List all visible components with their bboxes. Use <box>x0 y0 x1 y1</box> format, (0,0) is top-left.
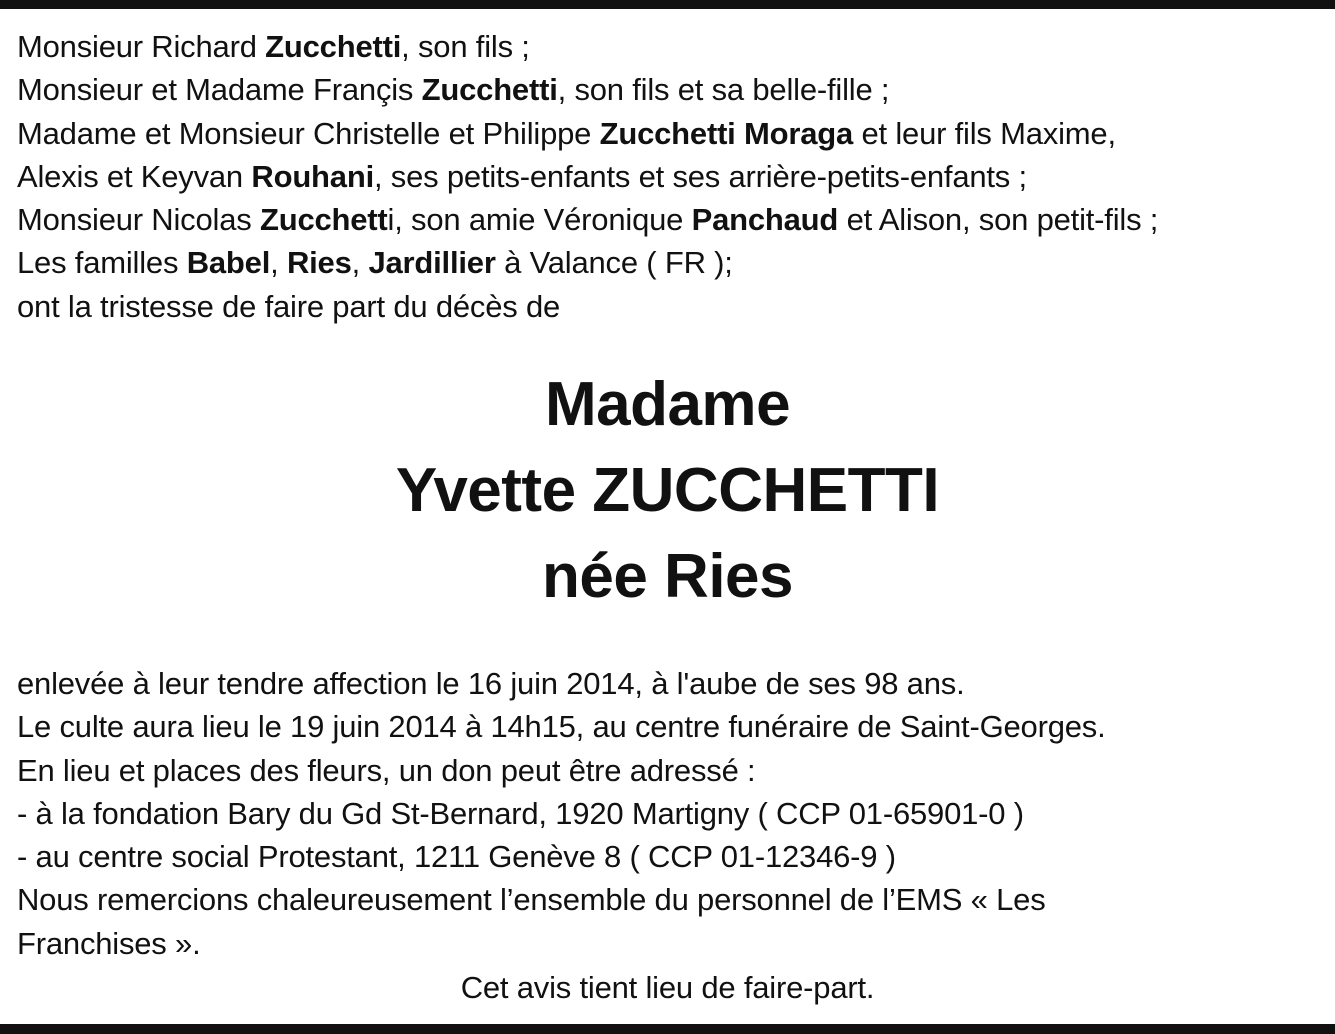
family-text: Monsieur Richard <box>17 29 266 64</box>
family-name-bold: Rouhani <box>251 158 374 194</box>
family-text: Les familles <box>17 245 187 281</box>
family-line <box>17 155 1327 198</box>
deceased-title: Madame <box>544 370 791 439</box>
family-text: , son fils ; <box>401 29 530 64</box>
family-text: , <box>270 245 287 281</box>
family-name-bold: Jardillier <box>368 245 496 281</box>
details-line: - à la fondation Bary du Gd St-Bernard, 1920 Martigny ( CCP 01-65901-0 ) <box>17 795 1024 831</box>
family-line <box>17 198 1327 241</box>
family-text: ont la tristesse de faire part du décès de <box>17 288 561 324</box>
family-name-bold: Zucchett <box>259 202 388 238</box>
family-line <box>17 25 1327 68</box>
family-name-bold: Zucchetti Moraga <box>599 115 854 151</box>
family-text: Madame et Monsieur Christelle et Philippe <box>17 115 600 151</box>
family-line <box>17 112 1327 155</box>
details-line: Franchises ». <box>17 925 201 961</box>
family-line <box>17 241 1327 284</box>
details-line: En lieu et places des fleurs, un don peut être adressé : <box>17 752 756 788</box>
family-text: , <box>351 245 369 281</box>
family-text: Monsieur Nicolas <box>17 202 260 238</box>
bottom-border-rule <box>0 1024 1335 1034</box>
deceased-full-name: Yvette ZUCCHETTI <box>395 456 940 525</box>
family-announcement <box>17 25 1327 328</box>
family-line <box>17 68 1327 111</box>
deceased-maiden-name: née Ries <box>541 542 794 611</box>
family-name-bold: Zucchetti <box>421 72 558 108</box>
funeral-details <box>17 662 1327 965</box>
details-line: Nous remercions chaleureusement l’ensemble du personnel de l’EMS « Les <box>17 882 1046 918</box>
family-name-bold: Ries <box>286 245 352 281</box>
family-name-bold: Zucchetti <box>265 29 402 64</box>
closing-note: Cet avis tient lieu de faire-part. <box>460 970 875 1005</box>
deceased-name-block <box>0 362 1335 620</box>
family-text: et leur fils Maxime, <box>853 115 1116 151</box>
family-text: , ses petits-enfants et ses arrière-petits-enfants ; <box>373 158 1027 194</box>
family-line <box>17 285 1327 328</box>
family-text: i, son amie Véronique <box>387 202 692 238</box>
family-text: à Valance ( FR ); <box>495 245 733 281</box>
family-name-bold: Panchaud <box>691 202 839 238</box>
family-text: Alexis et Keyvan <box>17 158 252 194</box>
top-border-rule <box>0 0 1335 9</box>
family-text: , son fils et sa belle-fille ; <box>557 72 890 108</box>
family-text: et Alison, son petit-fils ; <box>838 202 1159 238</box>
details-line: enlevée à leur tendre affection le 16 juin 2014, à l'aube de ses 98 ans. <box>17 666 965 701</box>
family-name-bold: Babel <box>186 245 271 281</box>
family-text: Monsieur et Madame Françis <box>17 72 422 108</box>
details-line: - au centre social Protestant, 1211 Genève 8 ( CCP 01-12346-9 ) <box>17 839 896 875</box>
details-line: Le culte aura lieu le 19 juin 2014 à 14h15, au centre funéraire de Saint-Georges. <box>17 709 1106 745</box>
